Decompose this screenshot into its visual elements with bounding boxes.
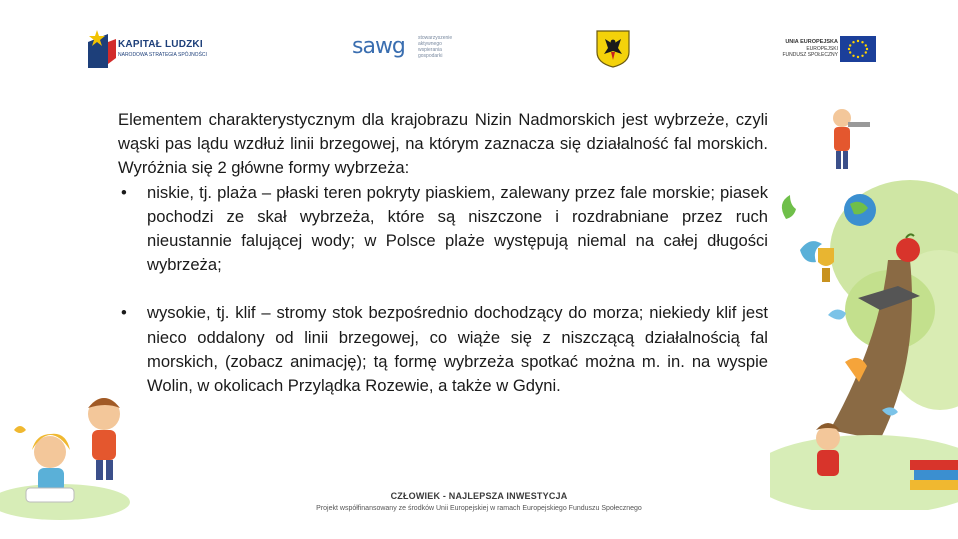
eu-logo — [772, 36, 876, 64]
tree-illustration — [770, 100, 958, 510]
coast-forms-list — [118, 181, 768, 399]
list-item-text: niskie, tj. plaża – płaski teren pokryty piaskiem, zalewany przez fale morskie; piasek pochodzi ze skał wybrzeża, które są niszczone i rozdrabniane przez ruch nieustannie falującej wody; w Polsce plaże występują niemal na całej długości wybrzeża; — [147, 182, 768, 275]
kapital-ludzki-logo — [88, 28, 228, 68]
sawg-mark: sawg — [352, 34, 405, 59]
list-item-text: wysokie, tj. klif – stromy stok bezpośrednio dochodzący do morza; niekiedy klif jest nieco oddalony od linii brzegowej, co wiąże się z niszczącą działalnością fal morskich, (zobacz animację); tą formę wybrzeża spotkać można m. in. na wyspie Wolin, w okolicach Przylądka Rozewie, a także w Gdyni. — [147, 303, 768, 396]
list-item — [118, 181, 768, 278]
list-item — [118, 301, 768, 398]
main-text — [118, 108, 768, 398]
kapital-ludzki-star-icon — [88, 28, 116, 68]
intro-paragraph: Elementem charakterystycznym dla krajobrazu Nizin Nadmorskich jest wybrzeże, czyli wąski pas lądu wzdłuż linii brzegowej, na którym zaznacza się działalność fal morskich. Wyróżnia się 2 główne formy wybrzeża: — [118, 110, 768, 178]
bullet-icon: • — [121, 182, 127, 202]
eu-flag-icon — [840, 36, 876, 62]
coat-of-arms-icon — [596, 30, 630, 68]
eu-subtitle: EUROPEJSKI FUNDUSZ SPOŁECZNY — [782, 46, 838, 58]
kapital-ludzki-title: KAPITAŁ LUDZKI — [118, 39, 203, 50]
bullet-icon: • — [121, 303, 127, 323]
sawg-description: stowarzyszenie aktywnego wspierania gospodarki — [418, 35, 453, 59]
footer-cofinancing-note: Projekt współfinansowany ze środków Unii Europejskiej w ramach Europejskiego Funduszu Społecznego — [316, 505, 642, 512]
eu-title: UNIA EUROPEJSKA — [785, 39, 838, 45]
footer-slogan: CZŁOWIEK - NAJLEPSZA INWESTYCJA — [390, 491, 568, 501]
footer — [0, 491, 958, 512]
kapital-ludzki-subtitle: NARODOWA STRATEGIA SPÓJNOŚCI — [118, 52, 207, 58]
sawg-logo — [352, 32, 462, 66]
